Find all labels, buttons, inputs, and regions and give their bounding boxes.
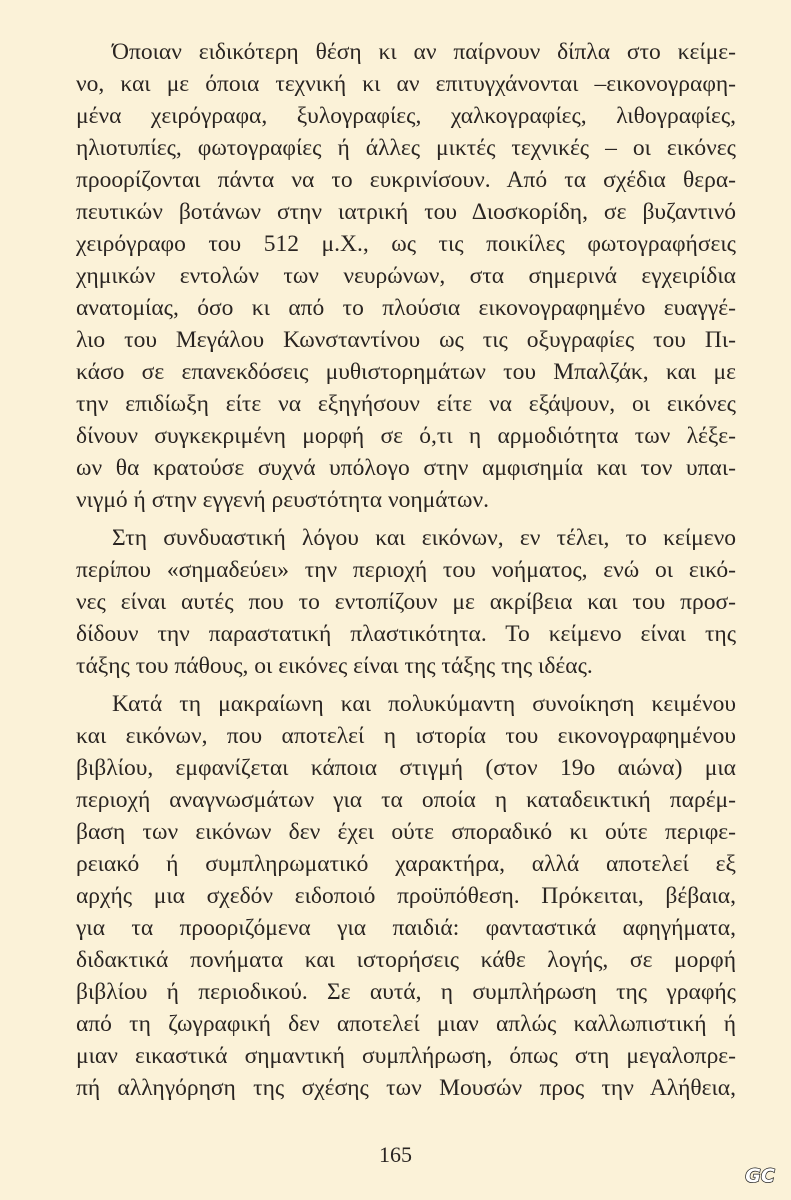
text-line: περίπου «σημαδεύει» την περιοχή του νοήματος, ενώ οι εικό- (76, 557, 736, 583)
text-line: από τη ζωγραφική δεν αποτελεί μιαν απλώς καλλωπιστική ή (76, 1011, 736, 1037)
text-line: μένα χειρόγραφα, ξυλογραφίες, χαλκογραφίες, λιθογραφίες, (76, 103, 736, 129)
text-line: λιο του Μεγάλου Κωνσταντίνου ως τις οξυγραφίες του Πι- (76, 327, 736, 353)
text-line: βιβλίου, εμφανίζεται κάποια στιγμή (στον 19ο αιώνα) μια (76, 755, 736, 781)
text-line: την επιδίωξη είτε να εξηγήσουν είτε να εξάψουν, οι εικόνες (76, 391, 736, 417)
text-line: βιβλίου ή περιοδικού. Σε αυτά, η συμπλήρωση της γραφής (76, 979, 736, 1005)
text-line: ανατομίας, όσο κι από το πλούσια εικονογραφημένο ευαγγέ- (76, 295, 736, 321)
text-line: προορίζονται πάντα να το ευκρινίσουν. Από τα σχέδια θερα- (76, 167, 736, 193)
text-line: βαση των εικόνων δεν έχει ούτε σποραδικό κι ούτε περιφε- (76, 819, 736, 845)
paragraph-2 (76, 522, 736, 682)
text-line: και εικόνων, που αποτελεί η ιστορία του εικονογραφημένου (76, 723, 736, 749)
text-line: διδακτικά πονήματα και ιστορήσεις κάθε λογής, σε μορφή (76, 947, 736, 973)
text-line: πή αλληγόρηση της σχέσης των Μουσών προς την Αλήθεια, (76, 1075, 736, 1101)
watermark-text: GC (745, 1165, 775, 1187)
text-line: δίνουν συγκεκριμένη μορφή σε ό,τι η αρμοδιότητα των λέξε- (76, 423, 736, 449)
text-line: ων θα κρατούσε συχνά υπόλογο στην αμφισημία και τον υπαι- (76, 455, 736, 481)
text-line: Στη συνδυαστική λόγου και εικόνων, εν τέλει, το κείμενο (112, 525, 736, 551)
text-line: δίδουν την παραστατική πλαστικότητα. Το κείμενο είναι της (76, 621, 736, 647)
paragraph-1 (76, 36, 736, 516)
text-line: τάξης του πάθους, οι εικόνες είναι της τάξης της ιδέας. (76, 653, 593, 679)
text-line: νο, και με όποια τεχνική κι αν επιτυγχάνονται –εικονογραφη- (76, 71, 736, 97)
page-number: 165 (379, 1142, 412, 1167)
text-line: αρχής μια σχεδόν ειδοποιό προϋπόθεση. Πρόκειται, βέβαια, (76, 883, 736, 909)
text-line: νιγμό ή στην εγγενή ρευστότητα νοημάτων. (76, 487, 489, 513)
gc-watermark-logo (740, 1160, 780, 1190)
text-line: ηλιοτυπίες, φωτογραφίες ή άλλες μικτές τεχνικές – οι εικόνες (76, 135, 736, 161)
text-line: Κατά τη μακραίωνη και πολυκύμαντη συνοίκηση κειμένου (112, 691, 736, 717)
paragraph-3 (76, 688, 736, 1104)
body-text (76, 36, 736, 1110)
text-line: κάσο σε επανεκδόσεις μυθιστορημάτων του Μπαλζάκ, και με (76, 359, 736, 385)
text-line: ρειακό ή συμπληρωματικό χαρακτήρα, αλλά αποτελεί εξ (76, 851, 736, 877)
text-line: Όποιαν ειδικότερη θέση κι αν παίρνουν δίπλα στο κείμε- (112, 39, 736, 65)
text-line: νες είναι αυτές που το εντοπίζουν με ακρίβεια και του προσ- (76, 589, 736, 615)
text-line: περιοχή αναγνωσμάτων για τα οποία η καταδεικτική παρέμ- (76, 787, 736, 813)
text-line: χημικών εντολών των νευρώνων, στα σημερινά εγχειρίδια (76, 263, 736, 289)
text-line: χειρόγραφο του 512 μ.Χ., ως τις ποικίλες φωτογραφήσεις (76, 231, 736, 257)
text-line: μιαν εικαστικά σημαντική συμπλήρωση, όπως στη μεγαλοπρε- (76, 1043, 736, 1069)
text-line: πευτικών βοτάνων στην ιατρική του Διοσκορίδη, σε βυζαντινό (76, 199, 736, 225)
text-line: για τα προοριζόμενα για παιδιά: φανταστικά αφηγήματα, (76, 915, 736, 941)
